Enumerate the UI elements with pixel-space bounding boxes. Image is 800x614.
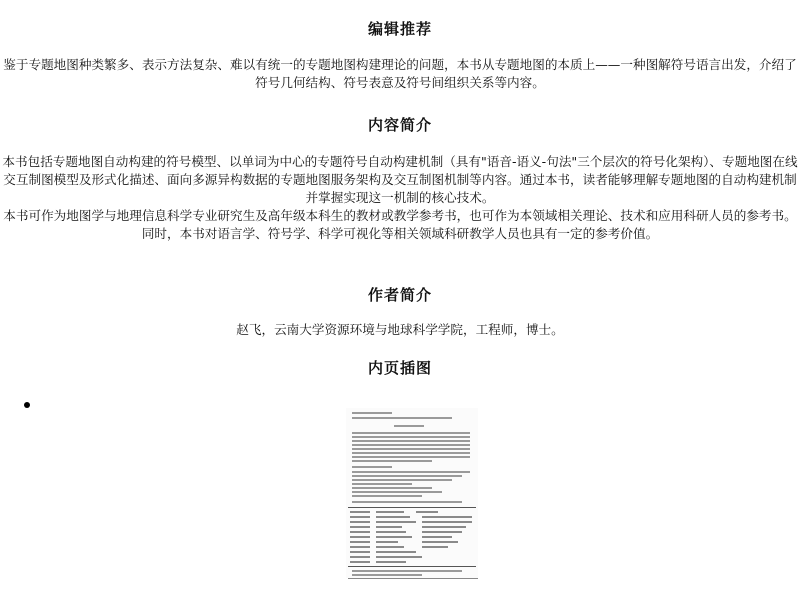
editor-recommend-text: 鉴于专题地图种类繁多、表示方法复杂、难以有统一的专题地图构建理论的问题，本书从专题地图的本质上——一种图解符号语言出发，介绍了符号几何结构、符号表意及符号间组织关系等内容。 xyxy=(3,57,797,90)
inner-pages-heading: 内页插图 xyxy=(367,359,432,377)
list-bullet xyxy=(24,402,30,408)
author-intro-text: 赵飞，云南大学资源环境与地球科学学院，工程师，博士。 xyxy=(236,322,564,337)
content-intro-body xyxy=(0,153,800,243)
author-intro-heading: 作者简介 xyxy=(367,286,432,304)
thumbnail-divider xyxy=(348,578,478,579)
inner-page-thumbnail[interactable] xyxy=(346,408,478,578)
editor-recommend-heading: 编辑推荐 xyxy=(367,20,432,38)
content-intro-text-2: 本书可作为地图学与地理信息科学专业研究生及高年级本科生的教材或教学参考书，也可作为本领域相关理论、技术和应用科研人员的参考书。同时，本书对语言学、符号学、科学可视化等相关领域科研教学人员也具有一定的参考价值。 xyxy=(3,208,797,241)
content-intro-heading: 内容简介 xyxy=(367,116,432,134)
content-intro-text-1: 本书包括专题地图自动构建的符号模型、以单词为中心的专题符号自动构建机制（具有"语音-语义-句法"三个层次的符号化架构）、专题地图在线交互制图模型及形式化描述、面向多源异构数据的专题地图服务架构及交互制图机制等内容。通过本书，读者能够理解专题地图的自动构建机制并掌握实现这一机制的核心技术。 xyxy=(2,154,798,205)
